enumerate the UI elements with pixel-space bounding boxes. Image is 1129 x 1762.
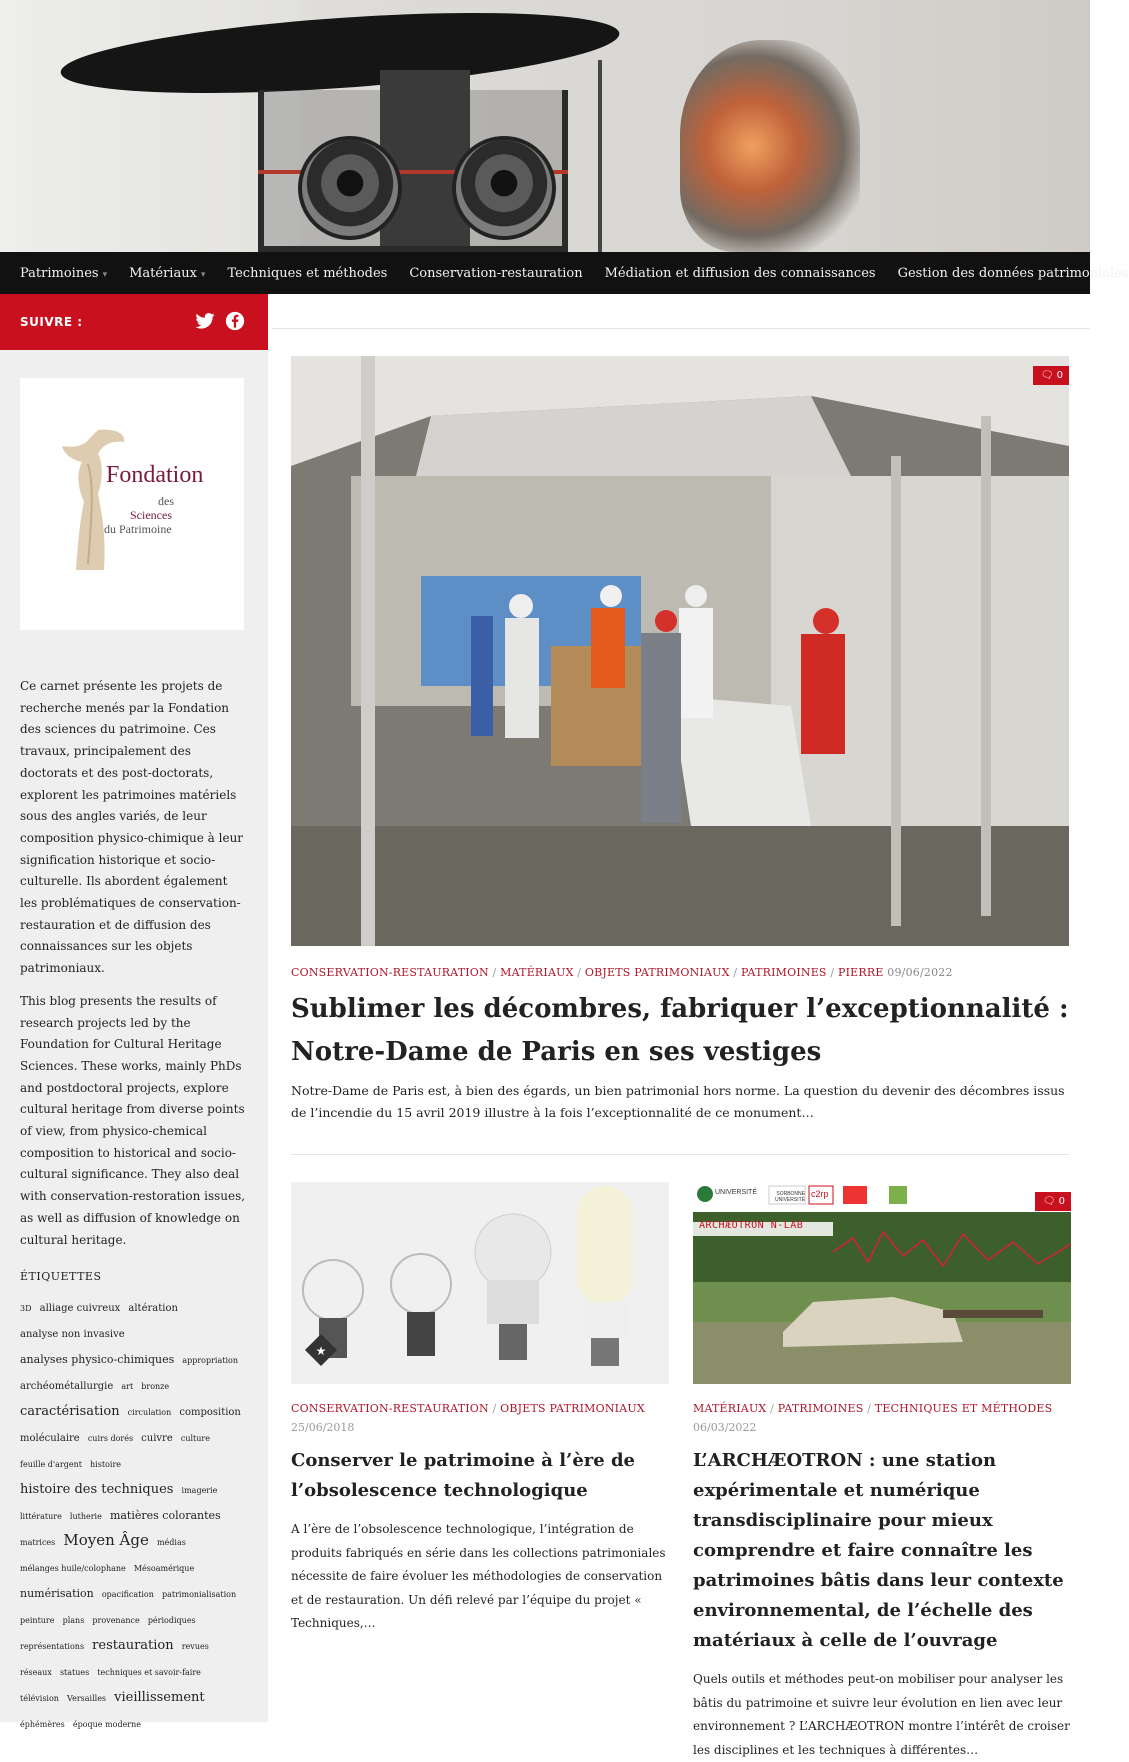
tag-link[interactable]: éphémères — [20, 1720, 65, 1729]
category-link[interactable]: CONSERVATION-RESTAURATION — [291, 1402, 489, 1415]
tag-cloud — [20, 1294, 246, 1736]
tag-link[interactable]: matrices — [20, 1538, 56, 1547]
tags-heading: ÉTIQUETTES — [20, 1270, 102, 1283]
category-link[interactable]: CONSERVATION-RESTAURATION — [291, 966, 489, 979]
category-link[interactable]: PATRIMOINES — [740, 966, 827, 979]
category-link[interactable]: PATRIMOINES — [777, 1402, 864, 1415]
tag-link[interactable]: feuille d'argent — [20, 1460, 82, 1469]
archaeotron-photo — [693, 1182, 1071, 1384]
tent-worksite-photo — [291, 356, 1069, 946]
featured-post-image[interactable] — [291, 356, 1069, 946]
facebook-icon[interactable] — [224, 310, 246, 332]
category-link[interactable]: OBJETS PATRIMONIAUX — [584, 966, 730, 979]
comment-count: 0 — [1058, 1196, 1065, 1207]
featured-post-excerpt: Notre-Dame de Paris est, à bien des égards, un bien patrimonial hors norme. La question du devenir des décombres issus de l’incendie du 15 avril 2019 illustre à la fois l’exceptionnalité de ce monument… — [291, 1083, 1065, 1120]
nav-item-patrimoines[interactable] — [20, 266, 107, 281]
featured-post-meta: CONSERVATION-RESTAURATION / MATÉRIAUX / OBJETS PATRIMONIAUX / PATRIMOINES / PIERRE 09/06/2022 — [291, 966, 953, 979]
nav-item-materiaux[interactable] — [129, 266, 205, 281]
tag-link[interactable]: lutherie — [69, 1512, 102, 1521]
tag-link[interactable]: peinture — [20, 1616, 55, 1625]
about-paragraph-fr: Ce carnet présente les projets de recherche menés par la Fondation des sciences du patrimoine. Ces travaux, principalement des doctorats et des post-doctorats, explorent les patrimoines matériels sous des angles variés, de leur composition physico-chimique à leur signification historique et socio-culturelle. Ils abordent également les problématiques de conservation-restauration et de diffusion des connaissances sur les objets patrimoniaux. — [20, 679, 244, 976]
post-card-archaeotron — [693, 1182, 1071, 1762]
nav-item-conservation[interactable]: Conservation-restauration — [409, 265, 583, 281]
follow-bar — [0, 294, 268, 350]
tag-link[interactable]: analyses physico-chimiques — [20, 1353, 175, 1366]
tag-link[interactable]: revues — [181, 1642, 209, 1651]
tag-link[interactable]: matières colorantes — [109, 1509, 221, 1522]
tag-link[interactable]: altération — [128, 1303, 178, 1314]
post-title[interactable]: L’ARCHÆOTRON : une station expérimentale et numérique transdisciplinaire pour mieux comprendre et faire connaître les patrimoines bâtis dans leur contexte environnemental, de l’échelle des matériaux à celle de l’ouvrage — [693, 1450, 1064, 1651]
tag-link[interactable]: numérisation — [20, 1587, 94, 1600]
divider — [272, 328, 1090, 329]
foundation-logo[interactable] — [20, 378, 244, 630]
about-text — [20, 676, 246, 1262]
tag-link[interactable]: Moyen Âge — [63, 1531, 149, 1549]
universite-logo-text: UNIVERSITÉ — [715, 1189, 758, 1196]
tag-link[interactable]: patrimonialisation — [162, 1590, 237, 1599]
tag-link[interactable]: caractérisation — [20, 1404, 120, 1419]
tag-link[interactable]: histoire des techniques — [20, 1482, 174, 1497]
logo-line-sciences: Sciences — [130, 508, 172, 522]
post-meta: MATÉRIAUX / PATRIMOINES / TECHNIQUES ET MÉTHODES — [693, 1402, 1053, 1415]
tag-link[interactable]: cuirs dorés — [87, 1434, 134, 1443]
comment-count-badge[interactable] — [1033, 366, 1069, 385]
tag-link[interactable]: imagerie — [181, 1486, 218, 1495]
logo-title: Fondation — [106, 462, 204, 488]
post-image-light-bulbs[interactable] — [291, 1182, 669, 1384]
tag-link[interactable]: art — [121, 1382, 134, 1391]
category-link[interactable]: OBJETS PATRIMONIAUX — [500, 1402, 645, 1415]
post-card-obsolescence — [291, 1182, 669, 1636]
post-meta: CONSERVATION-RESTAURATION / OBJETS PATRIMONIAUX — [291, 1402, 645, 1415]
winged-victory-logo-icon — [58, 424, 128, 574]
logo-line-patrimoine: du Patrimoine — [104, 522, 172, 536]
sorbonne-logo-text: SORBONNE UNIVERSITÉ — [774, 1191, 805, 1203]
main-navigation — [0, 252, 1129, 294]
tag-link[interactable]: réseaux — [20, 1668, 52, 1677]
category-link[interactable]: MATÉRIAUX — [500, 966, 574, 979]
post-excerpt: Quels outils et méthodes peut-on mobiliser pour analyser les bâtis du patrimoine et suivre leur évolution en lien avec leur environnement ? L’ARCHÆOTRON montre l’intérêt de croiser les disciplines et les techniques à différentes… — [693, 1672, 1070, 1757]
tag-link[interactable]: culture — [180, 1434, 210, 1443]
tag-link[interactable]: vieillissement — [114, 1690, 205, 1705]
post-date: 06/03/2022 — [693, 1421, 757, 1434]
tag-link[interactable]: appropriation — [182, 1356, 238, 1365]
post-date: 09/06/2022 — [887, 966, 953, 979]
tag-link[interactable]: analyse non invasive — [20, 1329, 125, 1340]
tag-link[interactable]: mélanges huile/colophane — [20, 1564, 126, 1573]
social-icons — [194, 310, 246, 332]
tag-link[interactable]: composition — [179, 1407, 241, 1418]
tag-link[interactable]: histoire — [90, 1460, 121, 1469]
chevron-down-icon: ▾ — [200, 269, 206, 280]
sidebar — [0, 294, 268, 1729]
nav-label: Matériaux — [129, 265, 197, 281]
tag-link[interactable]: cuivre — [141, 1433, 173, 1444]
tag-link[interactable]: littérature — [20, 1512, 62, 1521]
tag-link[interactable]: statues — [59, 1668, 90, 1677]
comment-icon: 🗨 — [1042, 1196, 1056, 1207]
tag-link[interactable]: techniques et savoir-faire — [97, 1668, 201, 1677]
tag-link[interactable]: archéométallurgie — [20, 1381, 114, 1392]
post-title[interactable]: Conserver le patrimoine à l’ère de l’obsolescence technologique — [291, 1450, 636, 1501]
divider — [291, 1154, 1069, 1155]
main-content — [268, 294, 1090, 1757]
follow-label: SUIVRE : — [20, 315, 83, 329]
svg-text:★: ★ — [315, 1344, 327, 1358]
nav-item-mediation[interactable]: Médiation et diffusion des connaissances — [604, 265, 876, 281]
light-bulbs-photo — [291, 1182, 669, 1384]
tag-link[interactable]: opacification — [101, 1590, 154, 1599]
tag-link[interactable]: périodiques — [147, 1616, 196, 1625]
logo-line-des: des — [158, 494, 174, 508]
tag-link[interactable]: restauration — [92, 1638, 174, 1653]
post-image-archaeotron[interactable] — [693, 1182, 1071, 1384]
about-paragraph-en: This blog presents the results of research projects led by the Foundation for Cultural Heritage Sciences. These works, mainly PhDs and postdoctoral projects, explore cultural heritage from diverse points of view, from physico-chemical composition to historical and socio-cultural significance. They also deal with conservation-restoration issues, as well as diffusion of knowledge on cultural heritage. — [20, 993, 246, 1247]
tag-link[interactable]: circulation — [127, 1408, 172, 1417]
tag-link[interactable]: alliage cuivreux — [39, 1303, 121, 1314]
comment-count: 0 — [1056, 370, 1063, 381]
post-date: 25/06/2018 — [291, 1421, 355, 1434]
twitter-icon[interactable] — [194, 310, 216, 332]
tag-link[interactable]: époque moderne — [72, 1720, 142, 1729]
nav-label: Patrimoines — [20, 265, 99, 281]
tag-link[interactable]: représentations — [20, 1642, 85, 1651]
tag-link[interactable]: 3D — [20, 1304, 32, 1313]
tag-link[interactable]: télévision — [20, 1694, 59, 1703]
tag-link[interactable]: provenance — [92, 1616, 140, 1625]
tag-link[interactable]: plans — [62, 1616, 85, 1625]
tag-link[interactable]: Mésoamérique — [133, 1564, 195, 1573]
tag-link[interactable]: médias — [156, 1538, 186, 1547]
c2rp-logo-text: c2rp — [811, 1189, 829, 1199]
category-link[interactable]: MATÉRIAUX — [693, 1402, 767, 1415]
category-link[interactable]: PIERRE — [837, 966, 884, 979]
chevron-down-icon: ▾ — [102, 269, 108, 280]
tag-link[interactable]: bronze — [141, 1382, 170, 1391]
comment-icon: 🗨 — [1040, 370, 1054, 381]
tag-link[interactable]: Versailles — [67, 1694, 107, 1703]
tag-link[interactable]: moléculaire — [20, 1433, 80, 1444]
archaeotron-nlab-banner: ARCHÆOTRON N-LAB — [699, 1220, 804, 1231]
nav-item-techniques[interactable]: Techniques et méthodes — [227, 265, 388, 281]
header-banner-image — [0, 0, 1090, 252]
post-excerpt: A l’ère de l’obsolescence technologique, l’intégration de produits fabriqués en série dans les collections patrimoniales nécessite de faire évoluer les méthodologies de conservation et de restauration. Un défi relevé par l’équipe du projet « Techniques,… — [291, 1522, 666, 1630]
featured-post-title[interactable]: Sublimer les décombres, fabriquer l’exceptionnalité : Notre-Dame de Paris en ses vestiges — [291, 994, 1069, 1067]
comment-count-badge[interactable] — [1035, 1192, 1071, 1211]
nav-item-gestion-donnees[interactable]: Gestion des données patrimoniales — [897, 265, 1129, 281]
category-link[interactable]: TECHNIQUES ET MÉTHODES — [874, 1402, 1053, 1415]
